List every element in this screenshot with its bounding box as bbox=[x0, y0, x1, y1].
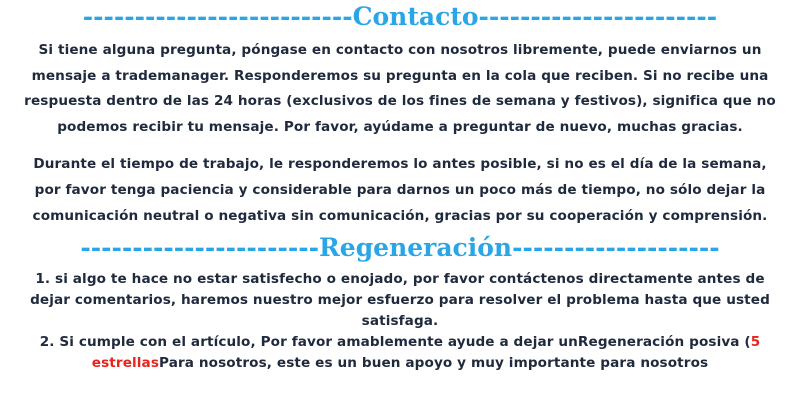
heading-dashes-right: ----------------------- bbox=[478, 2, 718, 31]
contact-heading-text: Contacto bbox=[352, 2, 479, 31]
heading-dashes-left: -------------------------- bbox=[82, 2, 353, 31]
feedback-heading bbox=[0, 233, 800, 263]
five-stars-highlight: 5 estrellas bbox=[91, 334, 761, 371]
heading-dashes-right: -------------------- bbox=[512, 233, 720, 262]
feedback-item-2 bbox=[20, 332, 780, 374]
contact-paragraph-1: Si tiene alguna pregunta, póngase en contacto con nosotros libremente, puede enviarnos un mensaje a trademanager. Responderemos su pregunta en la cola que reciben. Si no recibe una respuesta dentro de las 24 horas (exclusivos de los fines de semana y festivos), significa que no podemos recibir tu mensaje. Por favor, ayúdame a preguntar de nuevo, muchas gracias. bbox=[24, 42, 776, 135]
feedback-heading-text: Regeneración bbox=[319, 233, 513, 262]
contact-heading bbox=[0, 2, 800, 32]
feedback-item-2-text-end: Para nosotros, este es un buen apoyo y muy importante para nosotros bbox=[159, 355, 709, 371]
heading-dashes-left: ----------------------- bbox=[80, 233, 320, 262]
feedback-item-1: 1. si algo te hace no estar satisfecho o enojado, por favor contáctenos directamente antes de dejar comentarios, haremos nuestro mejor esfuerzo para resolver el problema hasta que usted satisfaga. bbox=[30, 271, 770, 329]
feedback-item-2-text: 2. Si cumple con el artículo, Por favor amablemente ayude a dejar unRegeneración posiva ( bbox=[39, 334, 751, 350]
contact-paragraph-2: Durante el tiempo de trabajo, le responderemos lo antes posible, si no es el día de la semana, por favor tenga paciencia y considerable para darnos un poco más de tiempo, no sólo dejar la comunicación neutral o negativa sin comunicación, gracias por su cooperación y comprensión. bbox=[32, 156, 768, 224]
